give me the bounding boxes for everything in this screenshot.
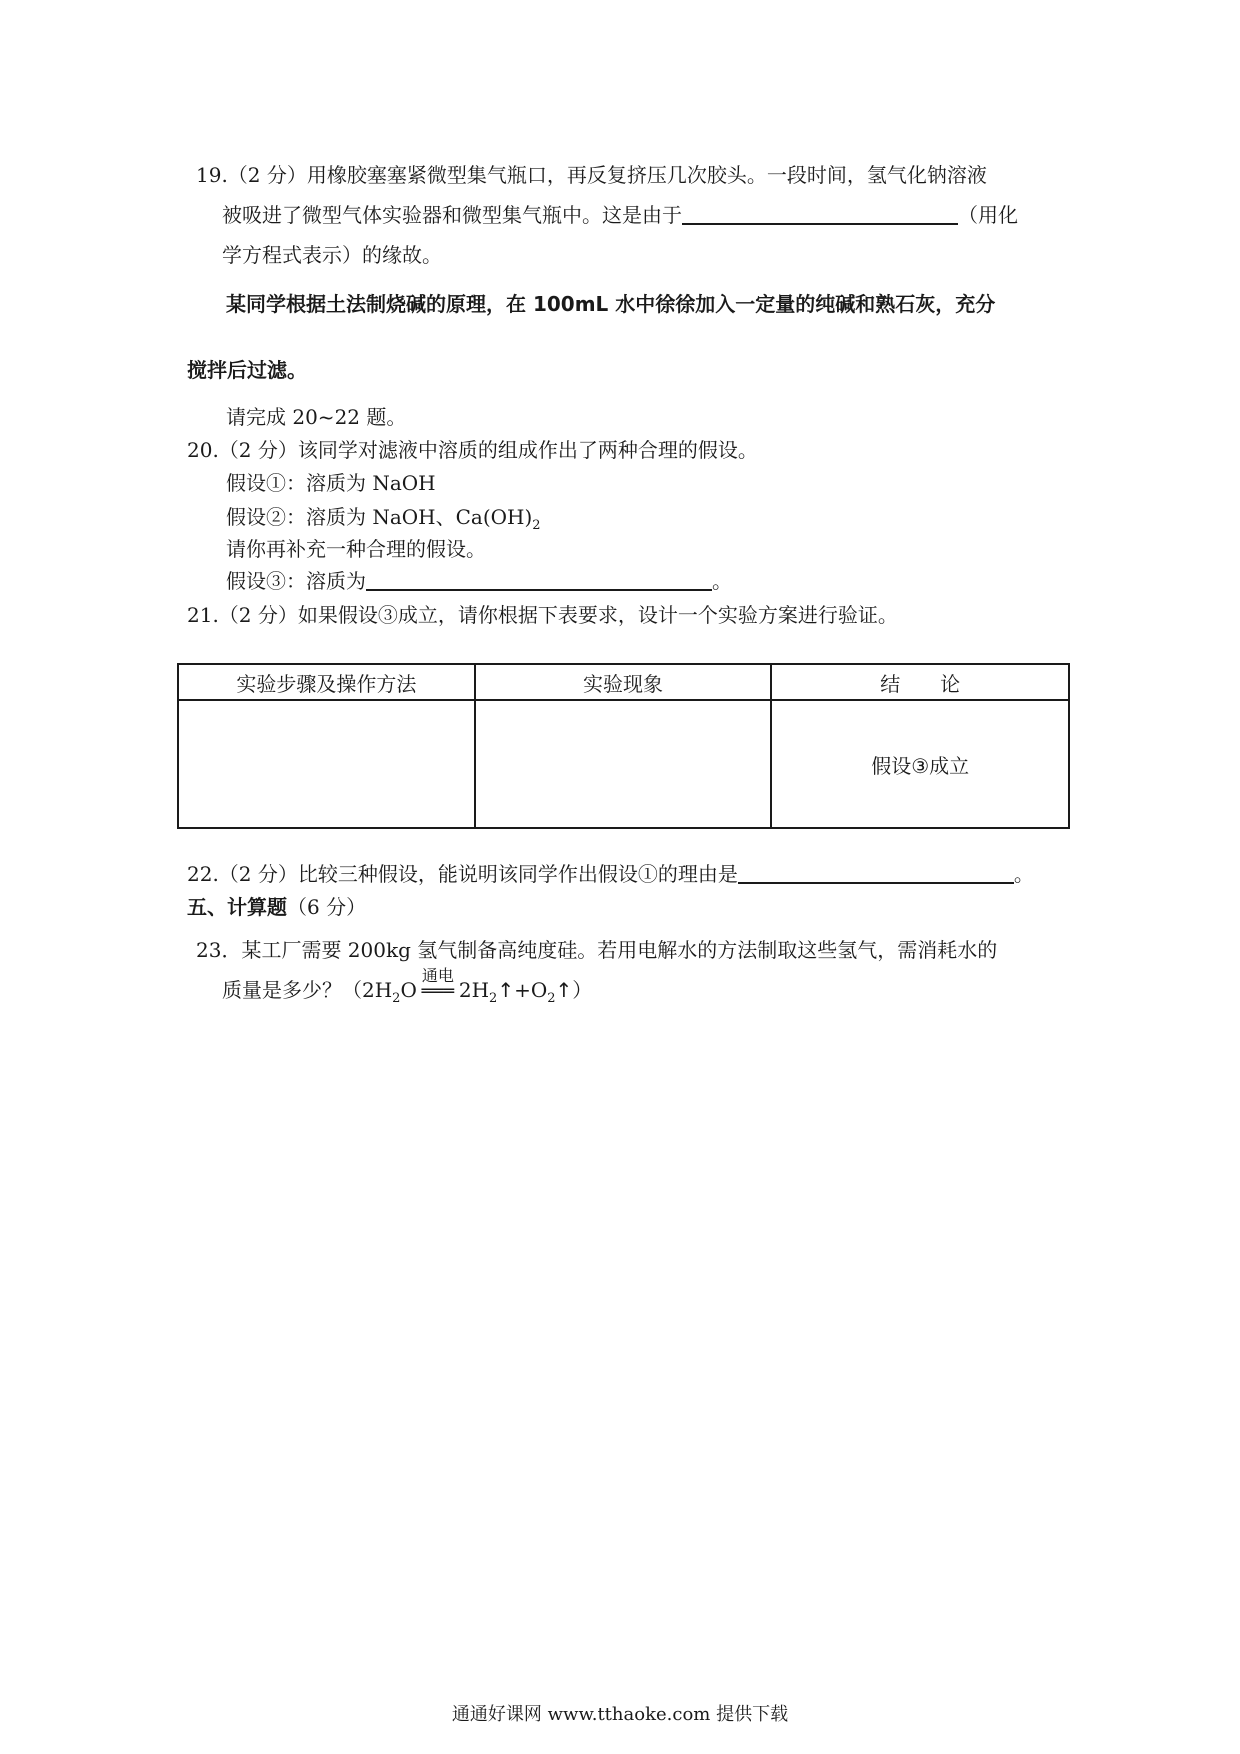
q23-close-paren: ） [572,978,593,1002]
q19-line-3: 学方程式表示）的缘故。 [222,243,442,267]
table-header-phenomena: 实验现象 [475,664,772,700]
section-5-heading [187,893,366,921]
table-cell-phenomena[interactable] [475,700,772,828]
q23-line-2-text: 质量是多少？（2H [222,978,393,1002]
table-header-conclusion: 结 论 [771,664,1069,700]
q19-line-2-text: 被吸进了微型气体实验器和微型集气瓶中。这是由于 [222,203,682,227]
q20-hypothesis-3-tail: 。 [712,569,732,593]
q23-plus-o2: +O [514,978,548,1002]
q20-hypothesis-2-subscript: 2 [532,518,541,533]
q19-line-1: 19.（2 分）用橡胶塞塞紧微型集气瓶口，再反复挤压几次胶头。一段时间，氢气化钠溶液 [196,163,987,187]
q20-hypothesis-2-text: 假设②：溶质为 NaOH、Ca(OH) [226,505,533,529]
q23-sub-2: 2 [489,991,498,1006]
q22-answer-blank[interactable] [738,862,1014,884]
reaction-condition [417,966,459,1006]
section-5-points: （6 分） [287,895,367,919]
q20-answer-blank[interactable] [366,569,712,591]
table-row [178,700,1069,828]
gas-arrow-up-icon: ↑ [555,978,573,1002]
intro-line-1: 某同学根据土法制烧碱的原理，在 100mL 水中徐徐加入一定量的纯碱和熟石灰，充分 [226,292,996,316]
page-footer: 通通好课网 www.tthaoke.com 提供下载 [451,1704,789,1725]
q20-hypothesis-3 [226,567,732,595]
q19-line-2 [222,201,1018,229]
reaction-condition-label: 通电 [421,966,454,985]
reaction-equals-bars: ═══ [421,981,455,1002]
table-header-steps: 实验步骤及操作方法 [178,664,475,700]
q19-answer-blank[interactable] [682,203,958,225]
q23-sub-1: 2 [392,991,401,1006]
q20-hypothesis-1: 假设①：溶质为 NaOH [226,471,436,495]
q23-oxygen: O [400,978,417,1002]
q19-line-2-tail: （用化 [958,203,1018,227]
q20-hypothesis-3-text: 假设③：溶质为 [226,569,366,593]
q23-line-2 [222,966,593,1013]
q21-line-1: 21.（2 分）如果假设③成立，请你根据下表要求，设计一个实验方案进行验证。 [187,603,898,627]
table-cell-steps[interactable] [178,700,475,828]
q22-line-1 [187,860,1034,888]
table-header-row [178,664,1069,700]
table-cell-conclusion: 假设③成立 [771,700,1069,828]
q23-sub-3: 2 [547,991,556,1006]
q23-line-1: 23．某工厂需要 200kg 氢气制备高纯度硅。若用电解水的方法制取这些氢气，需消耗水的 [196,938,998,962]
intro-line-3: 请完成 20~22 题。 [226,405,407,429]
experiment-table [177,663,1070,829]
gas-arrow-up-icon: ↑ [497,978,515,1002]
q22-line-1-text: 22.（2 分）比较三种假设，能说明该同学作出假设①的理由是 [187,862,738,886]
q20-line-1: 20.（2 分）该同学对滤液中溶质的组成作出了两种合理的假设。 [187,438,758,462]
q20-line-4: 请你再补充一种合理的假设。 [226,537,486,561]
q22-line-1-tail: 。 [1013,862,1034,886]
intro-line-2: 搅拌后过滤。 [187,358,307,382]
section-5-title: 五、计算题 [187,895,287,919]
q23-product-h2: 2H [458,978,490,1002]
